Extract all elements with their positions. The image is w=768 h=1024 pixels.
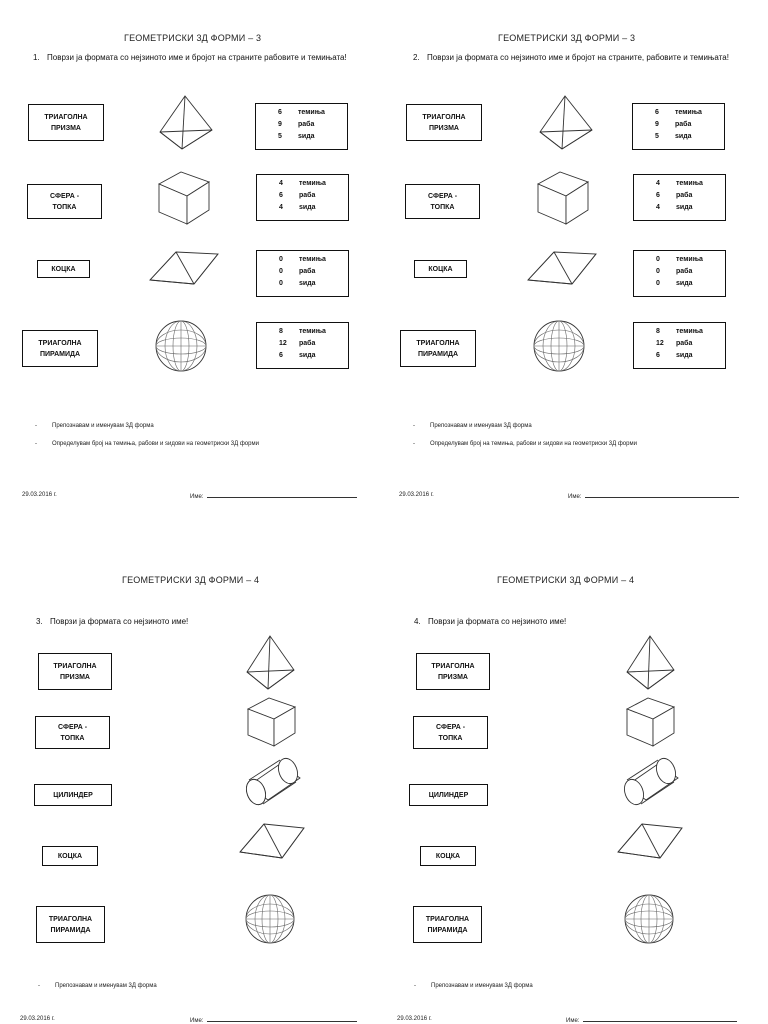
count-line: 9 раба	[655, 121, 692, 128]
count-box-4[interactable]	[633, 322, 726, 369]
count-line: 4 ѕида	[656, 204, 693, 211]
cube-icon	[245, 696, 299, 748]
pyramid-icon	[240, 634, 300, 692]
sheet-title-3-right: ГЕОМЕТРИСКИ 3Д ФОРМИ – 3	[498, 33, 636, 43]
bullet-item: - Определувам број на темиња, рабови и ѕидови на геометриски 3Д форми	[413, 441, 637, 447]
count-box-3[interactable]	[256, 250, 349, 297]
name-line2: ТОПКА	[438, 734, 463, 742]
count-line: 6 раба	[656, 192, 693, 199]
count-box-2[interactable]	[633, 174, 726, 221]
name-line1: СФЕРА -	[57, 723, 88, 731]
sheet-title-4-left: ГЕОМЕТРИСКИ 3Д ФОРМИ – 4	[122, 575, 260, 585]
count-box-2[interactable]	[256, 174, 349, 221]
count-line: 6 раба	[279, 192, 316, 199]
count-box-1[interactable]	[255, 103, 348, 150]
count-line: 5 ѕида	[278, 133, 315, 140]
prism-icon	[146, 250, 224, 290]
name-line2: ПРИЗМА	[59, 673, 90, 681]
name-line2: ПИРАМИДА	[39, 350, 81, 358]
name-line1: ТРИАГОЛНА	[425, 915, 470, 923]
name-line1: СФЕРА -	[427, 192, 458, 200]
count-line: 9 раба	[278, 121, 315, 128]
name-line1: ТРИАГОЛНА	[431, 662, 475, 670]
sphere-icon	[153, 318, 209, 374]
count-box-3[interactable]	[633, 250, 726, 297]
name-box-cube[interactable]	[420, 846, 476, 866]
name-line2: ПРИЗМА	[50, 124, 81, 132]
task-number: 3.	[36, 617, 43, 626]
count-line: 6 темиња	[278, 109, 325, 116]
name-box-sphere[interactable]	[35, 716, 110, 749]
name-box-cylinder[interactable]	[409, 784, 488, 806]
name-box-triangular-pyramid[interactable]	[22, 330, 98, 367]
count-box-1[interactable]	[632, 103, 725, 150]
count-line: 0 темиња	[656, 256, 703, 263]
instruction-1	[33, 52, 363, 76]
instruction-4	[414, 616, 714, 628]
name-line1: ТРИАГОЛНА	[422, 113, 466, 121]
name-line2: ПИРАМИДА	[50, 926, 91, 934]
sheet-title-3-left: ГЕОМЕТРИСКИ 3Д ФОРМИ – 3	[124, 33, 262, 43]
name-line1: ТРИАГОЛНА	[416, 339, 460, 347]
name-label: Име:	[568, 494, 582, 500]
count-line: 5 ѕида	[655, 133, 692, 140]
count-line: 8 темиња	[279, 328, 326, 335]
sphere-icon	[531, 318, 587, 374]
name-line1: ТРИАГОЛНА	[38, 339, 82, 347]
count-line: 4 ѕида	[279, 204, 316, 211]
cube-icon	[624, 696, 678, 748]
name-line1: СФЕРА -	[49, 192, 80, 200]
cylinder-icon	[620, 760, 680, 812]
name-box-triangular-pyramid[interactable]	[413, 906, 482, 943]
name-box-cube[interactable]	[42, 846, 98, 866]
name-box-sphere[interactable]	[405, 184, 480, 219]
task-number: 1.	[33, 53, 40, 62]
count-line: 6 темиња	[655, 109, 702, 116]
bullet-item: - Препознавам и именувам 3Д форма	[413, 423, 532, 429]
cube-icon	[534, 170, 594, 226]
name-line1: КОЦКА	[428, 265, 453, 273]
cylinder-icon	[242, 760, 302, 812]
name-line2: ПИРАМИДА	[427, 926, 468, 934]
footer-date: 29.03.2016 г.	[20, 1016, 55, 1022]
count-line: 6 ѕида	[279, 352, 316, 359]
footer-date: 29.03.2016 г.	[22, 492, 57, 498]
name-line1: СФЕРА -	[435, 723, 466, 731]
count-line: 0 раба	[656, 268, 693, 275]
name-line1: КОЦКА	[435, 852, 461, 860]
name-line1: ЦИЛИНДЕР	[428, 791, 469, 799]
name-line1: ЦИЛИНДЕР	[53, 791, 93, 799]
bullet-item: - Препознавам и именувам 3Д форма	[35, 423, 154, 429]
prism-icon	[524, 250, 602, 290]
task-number: 4.	[414, 617, 421, 626]
name-field[interactable]	[190, 492, 357, 500]
name-box-triangular-pyramid[interactable]	[36, 906, 105, 943]
pyramid-icon	[620, 634, 680, 692]
name-box-cube[interactable]	[414, 260, 467, 278]
name-line1: ТРИАГОЛНА	[48, 915, 93, 923]
sphere-icon	[243, 892, 297, 946]
footer-date: 29.03.2016 г.	[397, 1016, 432, 1022]
sphere-icon	[622, 892, 676, 946]
instruction-text: Поврзи ја формата со нејзиното име!	[50, 617, 189, 626]
sheet-title-4-right: ГЕОМЕТРИСКИ 3Д ФОРМИ – 4	[497, 575, 635, 585]
name-box-triangular-prism[interactable]	[38, 653, 112, 690]
pyramid-icon	[150, 94, 220, 154]
name-line2: ПИРАМИДА	[417, 350, 459, 358]
name-line1: ТРИАГОЛНА	[53, 662, 97, 670]
count-line: 0 ѕида	[656, 280, 693, 287]
bullet-item: - Препознавам и именувам 3Д форма	[414, 983, 533, 989]
footer-date: 29.03.2016 г.	[399, 492, 434, 498]
task-number: 2.	[413, 53, 420, 62]
name-line2: ПРИЗМА	[437, 673, 468, 681]
name-line2: ТОПКА	[430, 203, 455, 211]
bullet-item: - Определувам број на темиња, рабови и ѕидови на геометриски 3Д форми	[35, 441, 259, 447]
bullet-item: - Препознавам и именувам 3Д форма	[38, 983, 157, 989]
instruction-text: Поврзи ја формата со нејзиното име и бројот на страните, рабовите и темињата!	[427, 53, 729, 62]
name-field[interactable]	[566, 1016, 737, 1024]
count-line: 12 раба	[656, 340, 693, 347]
name-box-sphere[interactable]	[413, 716, 488, 749]
name-label: Име:	[190, 1018, 204, 1024]
name-field[interactable]	[190, 1016, 357, 1024]
count-line: 0 ѕида	[279, 280, 316, 287]
name-line1: ТРИАГОЛНА	[44, 113, 88, 121]
count-line: 0 темиња	[279, 256, 326, 263]
count-box-4[interactable]	[256, 322, 349, 369]
name-line2: ТОПКА	[60, 734, 85, 742]
name-box-cube[interactable]	[37, 260, 90, 278]
name-line1: КОЦКА	[57, 852, 83, 860]
pyramid-icon	[530, 94, 600, 154]
instruction-text: Поврзи ја формата со нејзиното име!	[428, 617, 567, 626]
instruction-text: Поврзи ја формата со нејзиното име и бројот на страните рабовите и темињата!	[47, 53, 347, 62]
count-line: 6 ѕида	[656, 352, 693, 359]
count-line: 0 раба	[279, 268, 316, 275]
prism-icon	[236, 822, 308, 864]
name-box-cylinder[interactable]	[34, 784, 112, 806]
name-line2: ПРИЗМА	[428, 124, 459, 132]
name-label: Име:	[190, 494, 204, 500]
name-box-sphere[interactable]	[27, 184, 102, 219]
cube-icon	[155, 170, 215, 226]
count-line: 8 темиња	[656, 328, 703, 335]
count-line: 4 темиња	[656, 180, 703, 187]
name-box-triangular-prism[interactable]	[28, 104, 104, 141]
prism-icon	[614, 822, 686, 864]
name-box-triangular-pyramid[interactable]	[400, 330, 476, 367]
count-line: 4 темиња	[279, 180, 326, 187]
name-line1: КОЦКА	[51, 265, 76, 273]
name-field[interactable]	[568, 492, 739, 500]
name-label: Име:	[566, 1018, 580, 1024]
name-box-triangular-prism[interactable]	[406, 104, 482, 141]
instruction-3	[36, 616, 336, 628]
count-line: 12 раба	[279, 340, 316, 347]
name-line2: ТОПКА	[52, 203, 77, 211]
instruction-2	[413, 52, 753, 76]
name-box-triangular-prism[interactable]	[416, 653, 490, 690]
